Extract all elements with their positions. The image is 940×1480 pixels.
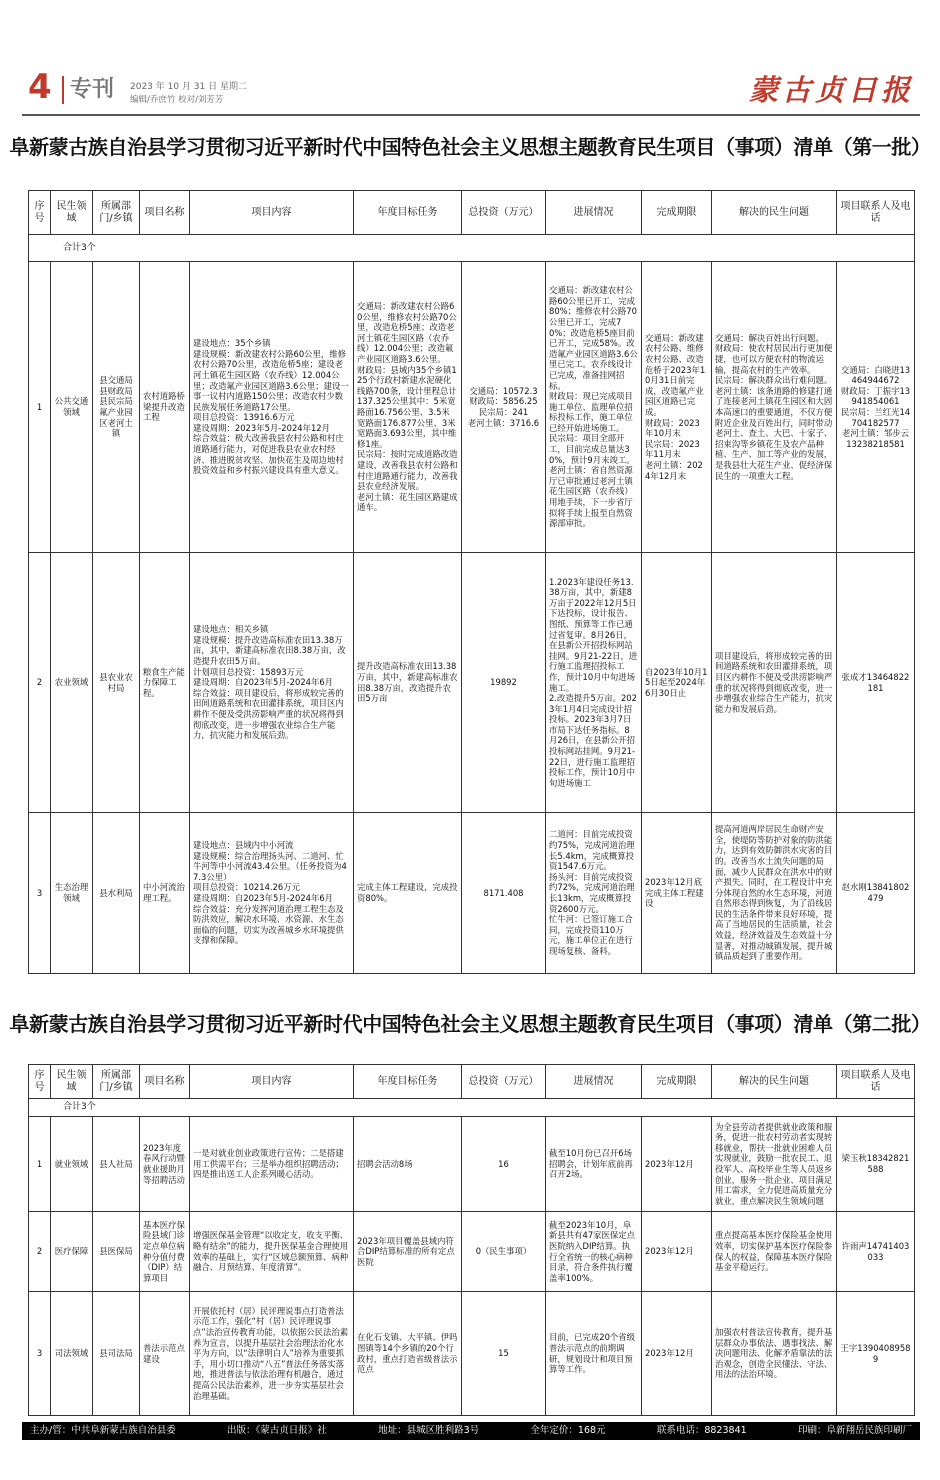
cell-dept: 县司法局 <box>93 1292 140 1416</box>
footer-price: 全年定价：168元 <box>530 1425 606 1436</box>
table-row <box>29 262 915 553</box>
cell-invest: 16 <box>462 1117 546 1212</box>
footer-phone: 联系电话：8823841 <box>656 1425 747 1436</box>
cell-dept: 县人社局 <box>93 1117 140 1212</box>
column-header: 项目联系人及电话 <box>837 191 915 235</box>
cell-name: 普法示范点建设 <box>140 1292 190 1416</box>
cell-field: 司法领域 <box>51 1292 93 1416</box>
cell-no: 2 <box>29 1212 51 1292</box>
footer-address: 地址：县城区胜利路3号 <box>378 1425 480 1436</box>
table-row <box>29 1117 915 1212</box>
cell-content: 建设地点：县域内中小河流 建设规模：综合治理扬头河、二道河、忙牛河等中小河流43.4公里。（任务投资为47.3公里） 项目总投资：10214.26万元 建设周期：自2023年5月-2024年6月 综合效益：充分发挥河道治理工程生态及防洪效应，解决水环境、水资源、水生态面临的问题，切实为改善城乡水环境提供支撑和保障。 <box>190 813 354 974</box>
cell-field: 生态治理领域 <box>51 813 93 974</box>
cell-contact: 交通局：白晓进13464944672 财政局：丁振宇13941854061 民宗局：兰红光14704182577 老河土镇：邹步云13238218581 <box>837 262 915 553</box>
cell-problem: 加强农村普法宣传教育，提升基层群众办事依法、遇事找法、解决问题用法、化解矛盾靠法的法治观念，创造全民懂法、守法、用法的法治环境。 <box>712 1292 837 1416</box>
cell-dept: 县水利局 <box>93 813 140 974</box>
column-header: 完成期限 <box>642 1065 712 1099</box>
cell-target: 交通局：新改建农村公路60公里，维修农村公路70公里，改造危桥5座；改造老河土镇花生园区路（农乔线）12.004公里；改造氟产业园区道路3.6公里。 财政局：县域内35个乡镇125个行政村新建水泥硬化线路700条，设计里程总计137.325公里其中：5米宽路面16.756公里、3.5米宽路面176.877公里、3米宽路面3.693公里，其中维修1座。 民宗局：按时完成道路改造建设，改善我县农村公路和村庄道路通行能力，改善我县农业经济发展。 老河土镇：花生园区路建成通车。 <box>354 262 462 553</box>
cell-progress: 二道河：目前完成投资约75%，完成河道治理长5.4km，完成概算投资1547.6万元。 扬头河：目前完成投资约72%，完成河道治理长13km，完成概算投资2600万元。 忙牛河：已签订施工合同，完成投资110万元，施工单位正在进行现场复核、备料。 <box>546 813 642 974</box>
cell-deadline: 自2023年10月15日起至2024年6月30日止 <box>642 553 712 813</box>
cell-name: 2023年度春风行动暨就业援助月等招聘活动 <box>140 1117 190 1212</box>
cell-contact: 赵水刚13841802479 <box>837 813 915 974</box>
cell-content: 建设地点：相关乡镇 建设规模：提升改造高标准农田13.38万亩，其中，新建高标准农田8.38万亩，改造提升农田5万亩。 计划项目总投资：15893万元 建设周期：自2023年5月-2024年6月 综合效益：项目建设后，将形成较完善的田间道路系统和农田灌排系统，项目区内耕作不便及受洪涝影响严重的状况将得到彻底改变，进一步增强农业综合生产能力，抗灾能力和发展后劲。 <box>190 553 354 813</box>
column-header: 进展情况 <box>546 191 642 235</box>
cell-name: 粮食生产能力保障工程。 <box>140 553 190 813</box>
cell-contact: 许雨声14741403033 <box>837 1212 915 1292</box>
cell-deadline: 2023年12月 <box>642 1117 712 1212</box>
table2-total: 合计3个 <box>29 1099 915 1117</box>
cell-deadline: 交通局：新改建农村公路、维修农村公路、改造危桥于2023年10月31日前完成，改造氟产业园区道路已完成。 财政局：2023年10月末 民宗局：2023年11月末 老河土镇：2024年12月末 <box>642 262 712 553</box>
cell-no: 3 <box>29 813 51 974</box>
cell-progress: 目前，已完成20个省级普法示范点的前期调研，规划设计和项目预算等工作。 <box>546 1292 642 1416</box>
column-header: 项目名称 <box>140 191 190 235</box>
cell-target: 2023年项目覆盖县域内符合DIP结算标准的所有定点医院 <box>354 1212 462 1292</box>
cell-invest: 交通局：10572.3 财政局：5856.25 民宗局：241 老河土镇：3716.6 <box>462 262 546 553</box>
cell-contact: 王宇13904089589 <box>837 1292 915 1416</box>
column-header: 民生领域 <box>51 191 93 235</box>
cell-name: 基本医疗保险县域门诊定点单位病种分值付费（DIP）结算项目 <box>140 1212 190 1292</box>
cell-progress: 截至10月份已召开6场招聘会，计划年底前再召开2场。 <box>546 1117 642 1212</box>
column-header: 序号 <box>29 1065 51 1099</box>
cell-no: 1 <box>29 262 51 553</box>
cell-target: 招聘会活动8场 <box>354 1117 462 1212</box>
cell-dept: 县交通局县财政局县民宗局氟产业园区老河土镇 <box>93 262 140 553</box>
table-row <box>29 1292 915 1416</box>
cell-target: 提升改造高标准农田13.38万亩，其中，新建高标准农田8.38万亩，改造提升农田5万亩 <box>354 553 462 813</box>
column-header: 年度目标任务 <box>354 191 462 235</box>
cell-field: 公共交通领域 <box>51 262 93 553</box>
column-header: 项目内容 <box>190 191 354 235</box>
cell-problem: 交通局：解决百姓出行问题。 财政局：使农村居民出行更加便捷，也可以方便农村的物流运输，提高农村的生产效率。 民宗局：解决群众出行难问题。 老河土镇：该条道路的修建打通了连接老河土镇花生园区和大固本高速口的重要通道，不仅方便附近企业及百姓出行，同时带动老河土、查土、大巴、十家子、招束沟等乡镇花生及农产品种植、生产、加工等产业的发展，是我县壮大花生产业、促经济保民生的一项重大工程。 <box>712 262 837 553</box>
cell-contact: 张成才13464822181 <box>837 553 915 813</box>
table2-title: 阜新蒙古族自治县学习贯彻习近平新时代中国特色社会主义思想主题教育民生项目（事项）清单（第二批） <box>9 1012 931 1036</box>
cell-invest: 15 <box>462 1292 546 1416</box>
cell-problem: 项目建设后，将形成较完善的田间道路系统和农田灌排系统，项目区内耕作不便及受洪涝影响严重的状况将得到彻底改变，进一步增强农业综合生产能力，抗灾能力和发展后劲。 <box>712 553 837 813</box>
column-header: 进展情况 <box>546 1065 642 1099</box>
cell-field: 农业领域 <box>51 553 93 813</box>
table-row <box>29 553 915 813</box>
column-header: 序号 <box>29 191 51 235</box>
cell-invest: 0（民生事项） <box>462 1212 546 1292</box>
column-header: 民生领域 <box>51 1065 93 1099</box>
footer-bar <box>22 1422 920 1440</box>
cell-name: 农村道路桥梁提升改造工程 <box>140 262 190 553</box>
editors: 编辑/乔庶竹 校对/刘芳芳 <box>130 95 224 105</box>
cell-no: 1 <box>29 1117 51 1212</box>
cell-name: 中小河流治理工程。 <box>140 813 190 974</box>
table1-title: 阜新蒙古族自治县学习贯彻习近平新时代中国特色社会主义思想主题教育民生项目（事项）清单（第一批） <box>9 135 931 159</box>
cell-progress: 交通局：新改建农村公路60公里已开工，完成80%；维修农村公路70公里已开工，完成70%；改造危桥5座目前已开工，完成58%。改造氟产业园区道路3.6公里已完工。农乔线设计已完成，准备挂网招标。 财政局：现已完成项目施工单位、监理单位招标投标工作，施工单位已经开始进场施工。 民宗局：项目全部开工，目前完成总量达30%，预计9月末竣工。 老河土镇：省自然资源厅已审批通过老河土镇花生园区路（农乔线）用地手续，下一步省厅拟将手续上报至自然资源部审批。 <box>546 262 642 553</box>
cell-content: 一是对就业创业政策进行宣传；二是搭建用工供需平台；三是举办组织招聘活动；四是推出送工人企系列暖心活动。 <box>190 1117 354 1212</box>
cell-invest: 19892 <box>462 553 546 813</box>
footer-printer: 印刷：阜新翔岳民族印刷厂 <box>797 1425 912 1436</box>
cell-progress: 1.2023年建设任务13.38万亩，其中，新建8万亩于2022年12月5日下达投标，设计报告、图纸、预算等工作已通过省复审。8月26日，在县新公开招投标网站挂网。9月21-22日，进行施工监理招投标工作，预计10月中旬进场施工。 2.改造提升5万亩。2023年1月4日完成设计招投标。2023年3月7日市局下达任务指标。8月26日，在县新公开招投标网站挂网。9月21-22日，进行施工监理招投标工作，预计10月中旬进场施工 <box>546 553 642 813</box>
column-header: 项目联系人及电话 <box>837 1065 915 1099</box>
column-header: 年度目标任务 <box>354 1065 462 1099</box>
cell-contact: 梁玉秋18342821588 <box>837 1117 915 1212</box>
column-header: 总投资（万元） <box>462 1065 546 1099</box>
table1-total: 合计3个 <box>29 235 915 262</box>
column-header: 项目内容 <box>190 1065 354 1099</box>
cell-content: 开展依托村（居）民评理说事点打造普法示范工作，强化“村（居）民评理说事点”法治宣传教育功能，以依据公民法治素养为宣言，以提升基层社会治理法治化水平为方向，以“法律明白人”培养为重要抓手，用小切口推动“八五”普法任务落实落地，推进普法与依法治理有机融合，通过提高公民法治素养，进一步夯实基层社会治理基础。 <box>190 1292 354 1416</box>
cell-content: 增强医保基金管理“以收定支，收支平衡、略有结余”的能力，提升医保基金合理使用效率的基础上，实行“区域总额预算、病种融合、月预结算、年度清算”。 <box>190 1212 354 1292</box>
cell-no: 3 <box>29 1292 51 1416</box>
cell-progress: 截至2023年10月，阜新县共有47家医保定点医院纳入DIP结算。执行全省统一的核心病种目录，符合条件执行覆盖率100%。 <box>546 1212 642 1292</box>
cell-target: 完成主体工程建设，完成投资80%。 <box>354 813 462 974</box>
table-row <box>29 813 915 974</box>
column-header: 完成期限 <box>642 191 712 235</box>
newspaper-logo: 蒙古贞日报 <box>748 73 914 107</box>
page-number: 4 <box>28 67 52 107</box>
cell-problem: 为全县劳动者提供就业政策和服务，促进一批农村劳动者实现转移就业，帮扶一批就业困难人员实现就业，鼓励一批农民工、退役军人、高校毕业生等人员返乡创业，服务一批企业、项目满足用工需求，全力促进高质量充分就业，重点解决民生领域问题 <box>712 1117 837 1212</box>
divider <box>62 76 64 104</box>
cell-dept: 县农业农村局 <box>93 553 140 813</box>
cell-field: 医疗保障 <box>51 1212 93 1292</box>
cell-deadline: 2023年12月 <box>642 1212 712 1292</box>
column-header: 所属部门/乡镇 <box>93 191 140 235</box>
cell-target: 在化石戈镇、大平镇、伊吗图镇等14个乡镇的20个行政村，重点打造省级普法示范点 <box>354 1292 462 1416</box>
column-header: 所属部门/乡镇 <box>93 1065 140 1099</box>
table-row <box>29 1212 915 1292</box>
cell-content: 建设地点：35个乡镇 建设规模：新改建农村公路60公里，维修农村公路70公里，改造危桥5座；建设老河土镇花生园区路（农乔线）12.004公里；改造氟产业园区道路3.6公里；建设一事一议村内道路150公里；改造农村少数民族发展任务道路17公里。 项目总投资：13916.6万元 建设周期：2023年5月-2024年12月 综合效益：极大改善我县农村公路和村庄道路通行能力，对促进我县农业农村经济、推进脱贫攻坚、加快花生及周边地村股资效益和乡村振兴建设具有重大意义。 <box>190 262 354 553</box>
table2 <box>28 1064 915 1416</box>
table1 <box>28 190 915 974</box>
issue-date: 2023 年 10 月 31 日 星期二 <box>130 82 247 92</box>
masthead <box>22 56 920 110</box>
footer-sponsor: 主办/管：中共阜新蒙古族自治县委 <box>30 1425 176 1436</box>
footer-publisher: 出版：《蒙古贞日报》社 <box>227 1425 327 1436</box>
cell-field: 就业领域 <box>51 1117 93 1212</box>
cell-problem: 重点提高基本医疗保险基金使用效率，切实保护基本医疗保险参保人的权益，保障基本医疗保险基金平稳运行。 <box>712 1212 837 1292</box>
column-header: 解决的民生问题 <box>712 191 837 235</box>
cell-dept: 县医保局 <box>93 1212 140 1292</box>
column-header: 项目名称 <box>140 1065 190 1099</box>
cell-problem: 提高河道两岸居民生命财产安全，使堤防等防护对象的防洪能力，达到有效防御洪水灾害的目的。改善当水土流失问题的局面，减少人民群众在洪水中的财产损失。同时，在工程设计中充分体现自然的水生态环境，河道自然形态得到恢复，为了沿线居民的生活条件带来良好环境，提高了当地居民的生活质量，社会效益，经济效益及生态效益十分显著，对推动城镇发展，提升城镇品质起到了重要作用。 <box>712 813 837 974</box>
cell-deadline: 2023年12月 <box>642 1292 712 1416</box>
masthead-rule <box>22 114 920 116</box>
cell-no: 2 <box>29 553 51 813</box>
column-header: 总投资（万元） <box>462 191 546 235</box>
section-name: 专刊 <box>70 76 115 102</box>
column-header: 解决的民生问题 <box>712 1065 837 1099</box>
cell-invest: 8171.408 <box>462 813 546 974</box>
cell-deadline: 2023年12月底完成主体工程建设 <box>642 813 712 974</box>
